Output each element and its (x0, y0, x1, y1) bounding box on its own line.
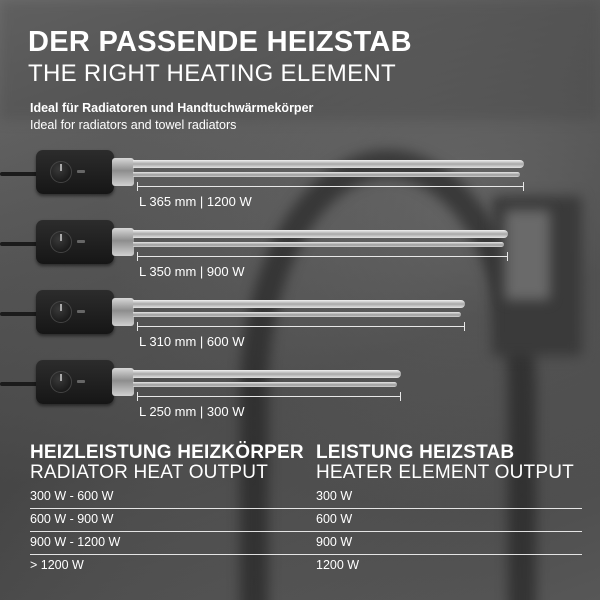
table-left-header: HEIZLEISTUNG HEIZKÖRPER (30, 442, 304, 463)
indicator-mark (77, 170, 85, 173)
heating-element (0, 358, 600, 418)
table-cell-radiator: > 1200 W (30, 558, 84, 572)
thermostat-knob-icon (50, 301, 72, 323)
element-spec-label: L 350 mm | 900 W (139, 264, 245, 279)
heating-rod (133, 160, 524, 168)
heating-rod-return (133, 242, 504, 247)
heating-rod (133, 370, 401, 378)
table-left-subheader: RADIATOR HEAT OUTPUT (30, 462, 269, 483)
table-cell-radiator: 600 W - 900 W (30, 512, 114, 526)
thermostat-knob-icon (50, 161, 72, 183)
heating-rod (133, 230, 508, 238)
heating-rod-return (133, 312, 461, 317)
table-row (30, 532, 582, 555)
thermostat-housing (36, 220, 114, 264)
thread-fitting (112, 298, 134, 326)
page-title: DER PASSENDE HEIZSTAB (28, 26, 412, 58)
table-right-subheader: HEATER ELEMENT OUTPUT (316, 462, 574, 483)
table-right-header: LEISTUNG HEIZSTAB (316, 442, 515, 463)
thread-fitting (112, 158, 134, 186)
thermostat-housing (36, 150, 114, 194)
heating-element (0, 288, 600, 348)
thermostat-housing (36, 360, 114, 404)
dimension-line (137, 256, 508, 257)
heating-rod-return (133, 172, 520, 177)
table-row (30, 555, 582, 578)
table-cell-element: 900 W (316, 535, 353, 549)
page-subtitle: THE RIGHT HEATING ELEMENT (28, 60, 396, 87)
heating-element (0, 148, 600, 208)
table-row (30, 486, 582, 509)
thermostat-knob-icon (50, 371, 72, 393)
thermostat-knob-icon (50, 231, 72, 253)
table-cell-radiator: 900 W - 1200 W (30, 535, 121, 549)
element-spec-label: L 365 mm | 1200 W (139, 194, 252, 209)
thread-fitting (112, 368, 134, 396)
heating-rod-return (133, 382, 397, 387)
indicator-mark (77, 310, 85, 313)
table-cell-element: 1200 W (316, 558, 360, 572)
indicator-mark (77, 380, 85, 383)
heating-element (0, 218, 600, 278)
indicator-mark (77, 240, 85, 243)
element-spec-label: L 250 mm | 300 W (139, 404, 245, 419)
dimension-line (137, 326, 465, 327)
description-german: Ideal für Radiatoren und Handtuchwärmekörper (30, 101, 314, 115)
element-spec-label: L 310 mm | 600 W (139, 334, 245, 349)
table-row (30, 509, 582, 532)
table-cell-element: 300 W (316, 489, 353, 503)
dimension-line (137, 396, 401, 397)
thermostat-housing (36, 290, 114, 334)
description-english: Ideal for radiators and towel radiators (30, 118, 237, 132)
table-cell-element: 600 W (316, 512, 353, 526)
thread-fitting (112, 228, 134, 256)
table-cell-radiator: 300 W - 600 W (30, 489, 114, 503)
heating-rod (133, 300, 465, 308)
dimension-line (137, 186, 524, 187)
